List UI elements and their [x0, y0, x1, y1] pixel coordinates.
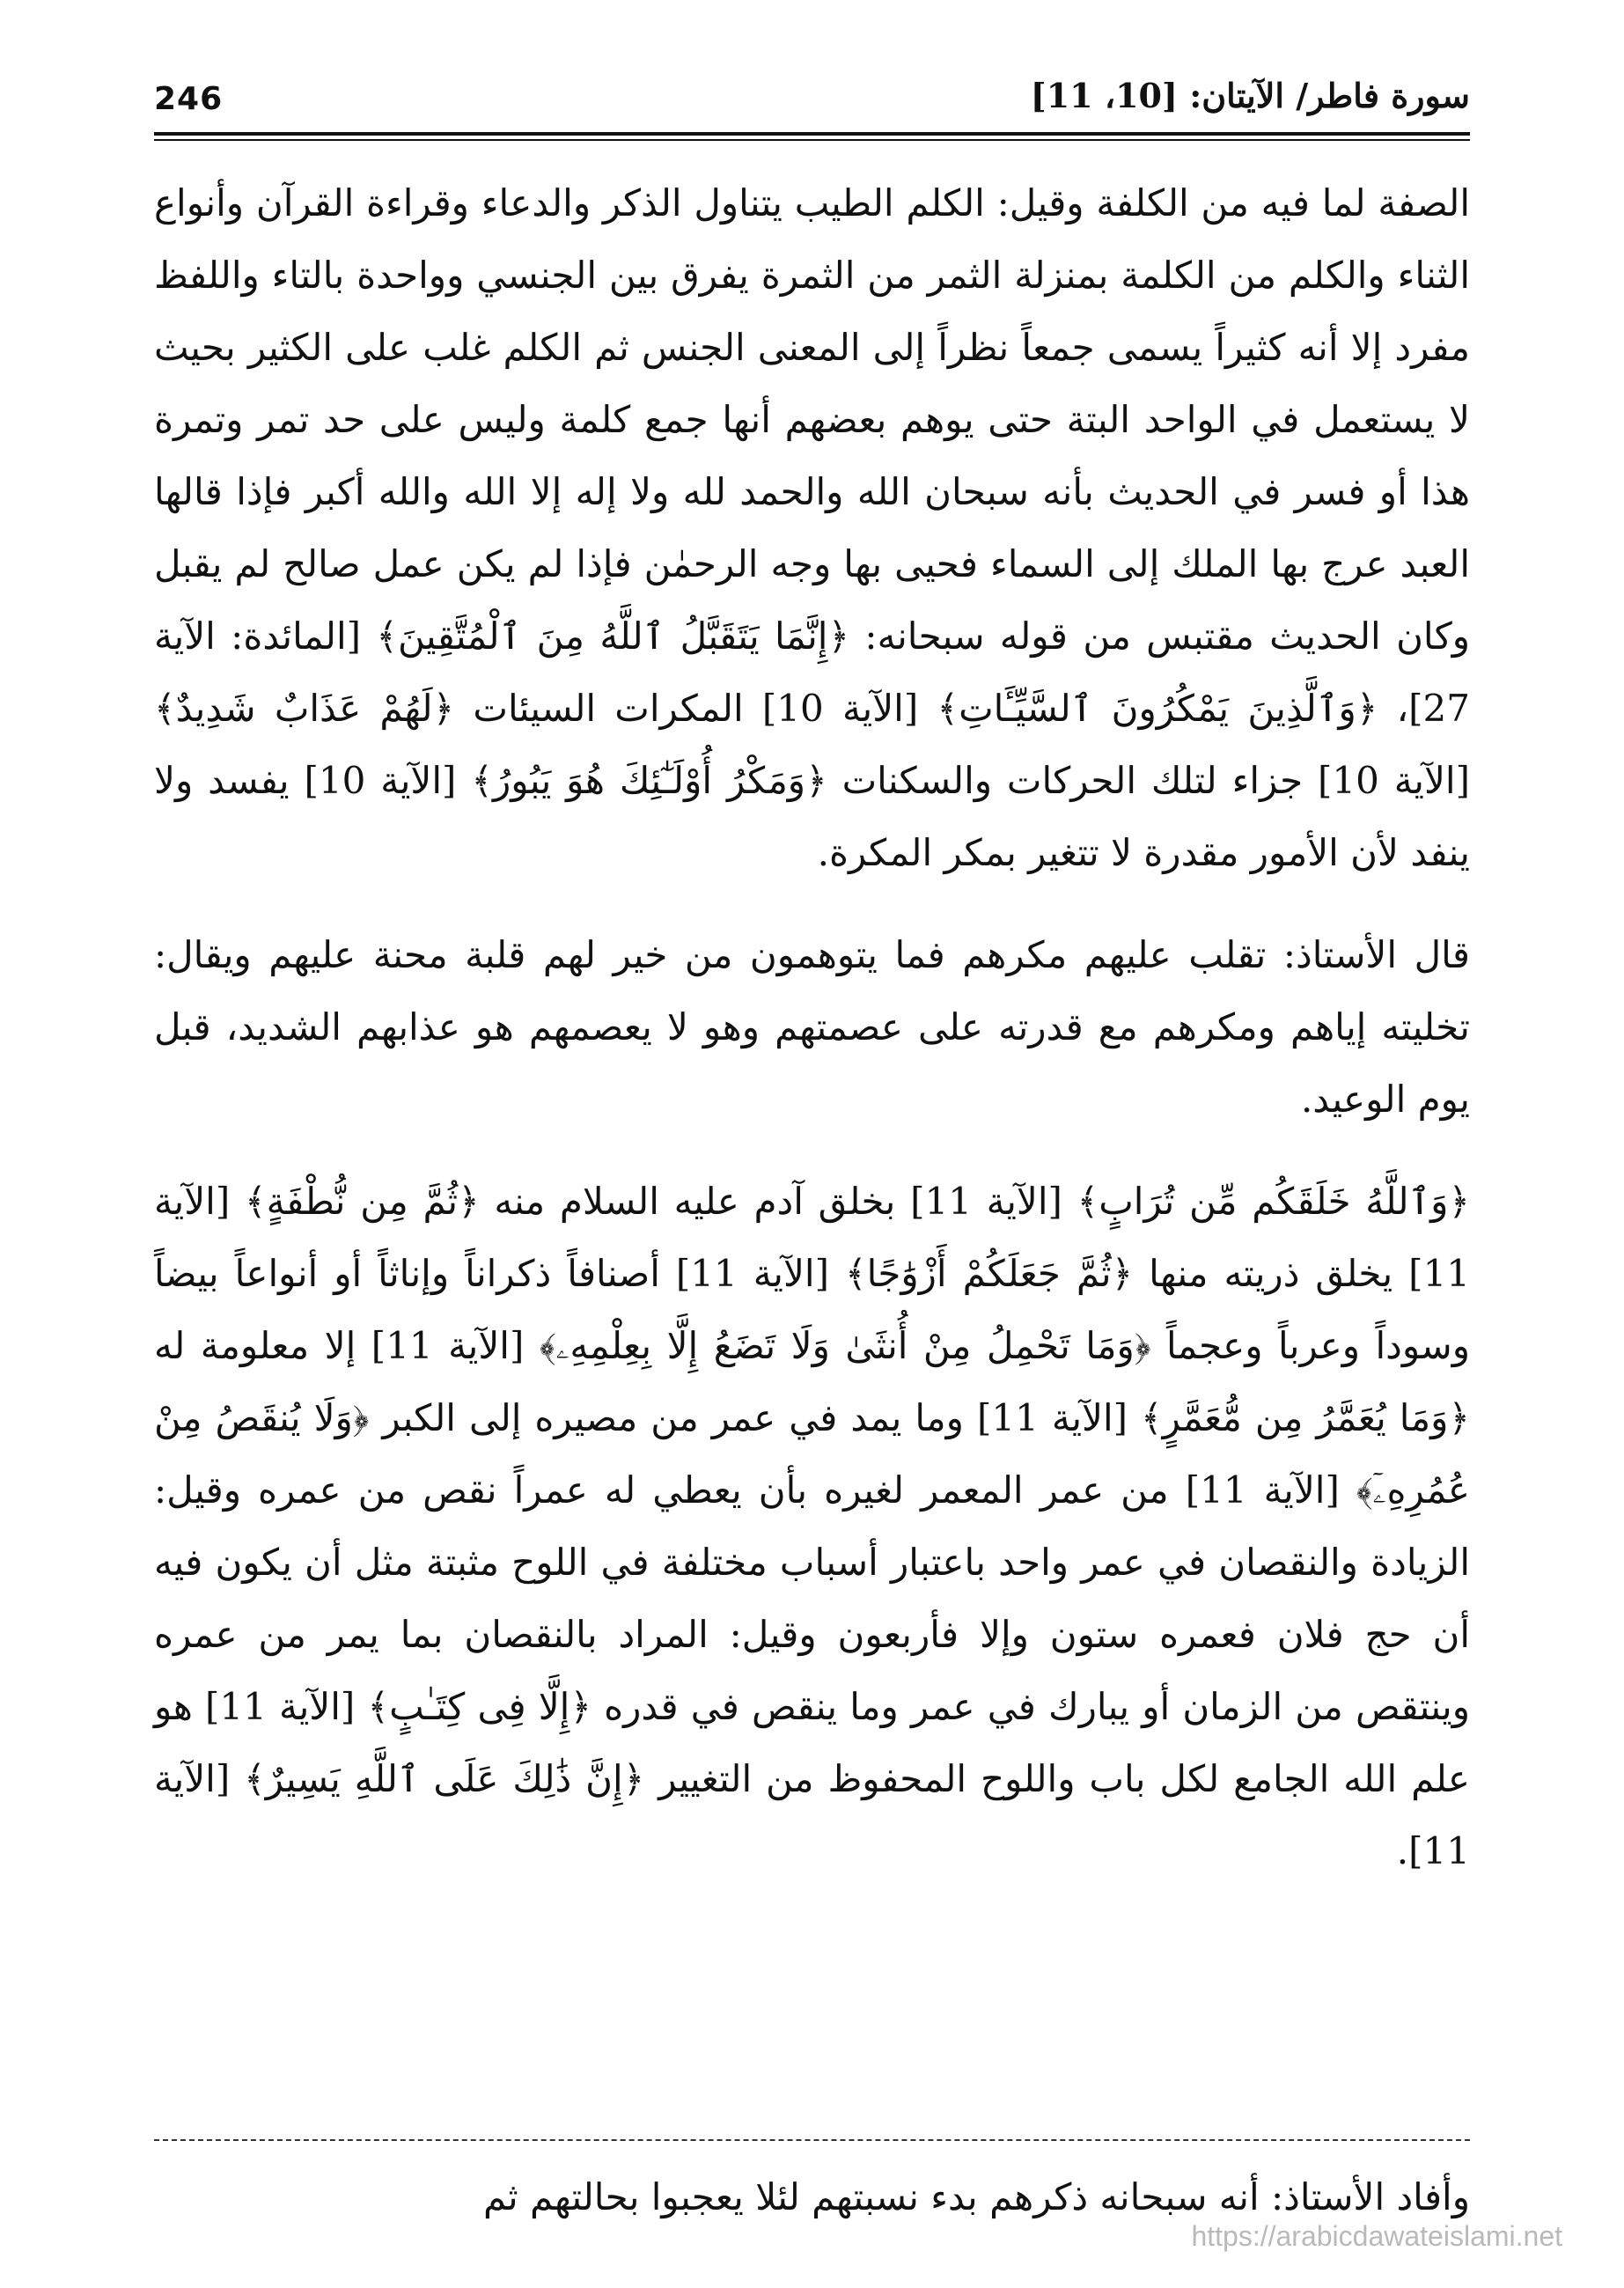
- header-rule-thin: [154, 139, 1470, 141]
- text-line: يعطي له عمراً نقص من عمره وقيل: الزيادة والنقصان في عمر واحد باعتبار: [154, 1468, 1470, 1584]
- watermark-url: https://arabicdawateislami.net: [1191, 2220, 1562, 2252]
- text-line: عليهم ويقال: تخليته إياهم ومكرهم مع قدرته على عصمتهم وهو لا يعصمهم: [154, 933, 1470, 1048]
- text-line: قال الأستاذ: تقلب عليهم مكرهم فما يتوهمون من خير لهم قلبة محنة: [372, 933, 1470, 976]
- text-line: من مصيره إلى الكبر ﴿وَلَا يُنقَصُ مِنْ عُمُرِهِۦٓ﴾ [الآية 11] من عمر المعمر لغيره بأن: [154, 1396, 1470, 1512]
- page-number: 246: [154, 81, 224, 117]
- text-line: كلمة وليس على حد تمر وتمرة هذا أو فسر في الحديث بأنه سبحان الله والحمد: [154, 398, 1470, 513]
- text-line: مقدرة لا تتغير بمكر المكرة.: [817, 831, 1239, 874]
- text-line: هو عذابهم الشديد، قبل يوم الوعيد.: [154, 1005, 1470, 1121]
- text-line: الصفة لما فيه من الكلفة وقيل: الكلم الطيب يتناول الذكر والدعاء وقراءة القرآن: [255, 181, 1470, 224]
- paragraph-3: [154, 1166, 1470, 1887]
- text-line: وأنواع الثناء والكلم من الكلمة بمنزلة الثمر من الثمرة يفرق بين الجنسي وواحدة: [154, 181, 1470, 297]
- text-line: أسباب مختلفة في اللوح مثبتة مثل أن يكون فيه أن حج فلان فعمره ستون وإلا: [154, 1541, 1471, 1656]
- text-line: بالتاء واللفظ مفرد إلا أنه كثيراً يسمى جمعاً نظراً إلى المعنى الجنس ثم الكلم: [154, 254, 1470, 369]
- text-line: الحركات والسكنات ﴿وَمَكْرُ أُوْلَـٰٓئِكَ هُوَ يَبُورُ﴾ [الآية 10] يفسد ولا ينفد لأن الأمور: [154, 759, 1470, 874]
- text-line: وإناثاً أو أنواعاً بيضاً وسوداً وعرباً وعجماً ﴿وَمَا تَحْمِلُ مِنْ أُنثَىٰ وَلَا تَضَعُ إِلَّا: [154, 1252, 1471, 1367]
- header-rule-thick: [154, 132, 1470, 136]
- running-title: سورة فاطر/ الآيتان: [10، 11]: [1030, 76, 1470, 115]
- paragraph-2: [154, 919, 1470, 1136]
- text-line: غلب على الكثير بحيث لا يستعمل في الواحد البتة حتى يوهم بعضهم أنها جمع: [154, 326, 1470, 441]
- text-line: ٱلسَّيِّـَٔاتِ﴾ [الآية 10] المكرات السيئات ﴿لَهُمْ عَذَابٌ شَدِيدٌ﴾ [الآية 10] جزاء لتلك: [154, 687, 1470, 802]
- page-header: [154, 76, 1470, 129]
- text-line: سبحانه: ﴿إِنَّمَا يَتَقَبَّلُ ٱللَّهُ مِنَ ٱلْمُتَّقِينَ﴾ [المائدة: الآية 27]، ﴿وَٱلَّذِينَ يَمْكُرُونَ: [154, 614, 1470, 730]
- text-line: نُّطْفَةٍ﴾ [الآية 11] يخلق ذريته منها ﴿ثُمَّ جَعَلَكُمْ أَزْوَٰجًا﴾ [الآية 11] أصنافاً ذكراناً: [154, 1180, 1471, 1295]
- text-line: وجه الرحمٰن فإذا لم يكن عمل صالح لم يقبل وكان الحديث مقتبس من قوله: [154, 542, 1471, 658]
- footnote-separator: [154, 2139, 1470, 2141]
- text-line: ﴿وَٱللَّهُ خَلَقَكُم مِّن تُرَابٍ﴾ [الآية 11] بخلق آدم عليه السلام منه ﴿ثُمَّ مِن: [360, 1180, 1470, 1223]
- text-line: فأربعون وقيل: المراد بالنقصان بما يمر من عمره وينتقص من الزمان أو يبارك في: [154, 1613, 1470, 1728]
- text-line: واللوح المحفوظ من التغيير ﴿إِنَّ ذَٰلِكَ عَلَى ٱللَّهِ يَسِيرٌ﴾ [الآية 11].: [154, 1757, 1470, 1872]
- footer-text: وأفاد الأستاذ: أنه سبحانه ذكرهم بدء نسبتهم لئلا يعجبوا بحالتهم ثم: [483, 2175, 1470, 2218]
- text-line: بِعِلْمِهِۦ﴾ [الآية 11] إلا معلومة له ﴿وَمَا يُعَمَّرُ مِن مُّعَمَّرٍ﴾ [الآية 11] وما يمد في عمر: [154, 1324, 1470, 1439]
- text-line: عمر وما ينقص في قدره ﴿إِلَّا فِى كِتَـٰبٍ﴾ [الآية 11] هو علم الله الجامع لكل باب: [154, 1685, 1470, 1800]
- text-line: لله ولا إله إلا الله والله أكبر فإذا قالها العبد عرج بها الملك إلى السماء فحيى بها: [154, 470, 1470, 585]
- body-text: [154, 167, 1470, 1887]
- paragraph-1: [154, 167, 1470, 889]
